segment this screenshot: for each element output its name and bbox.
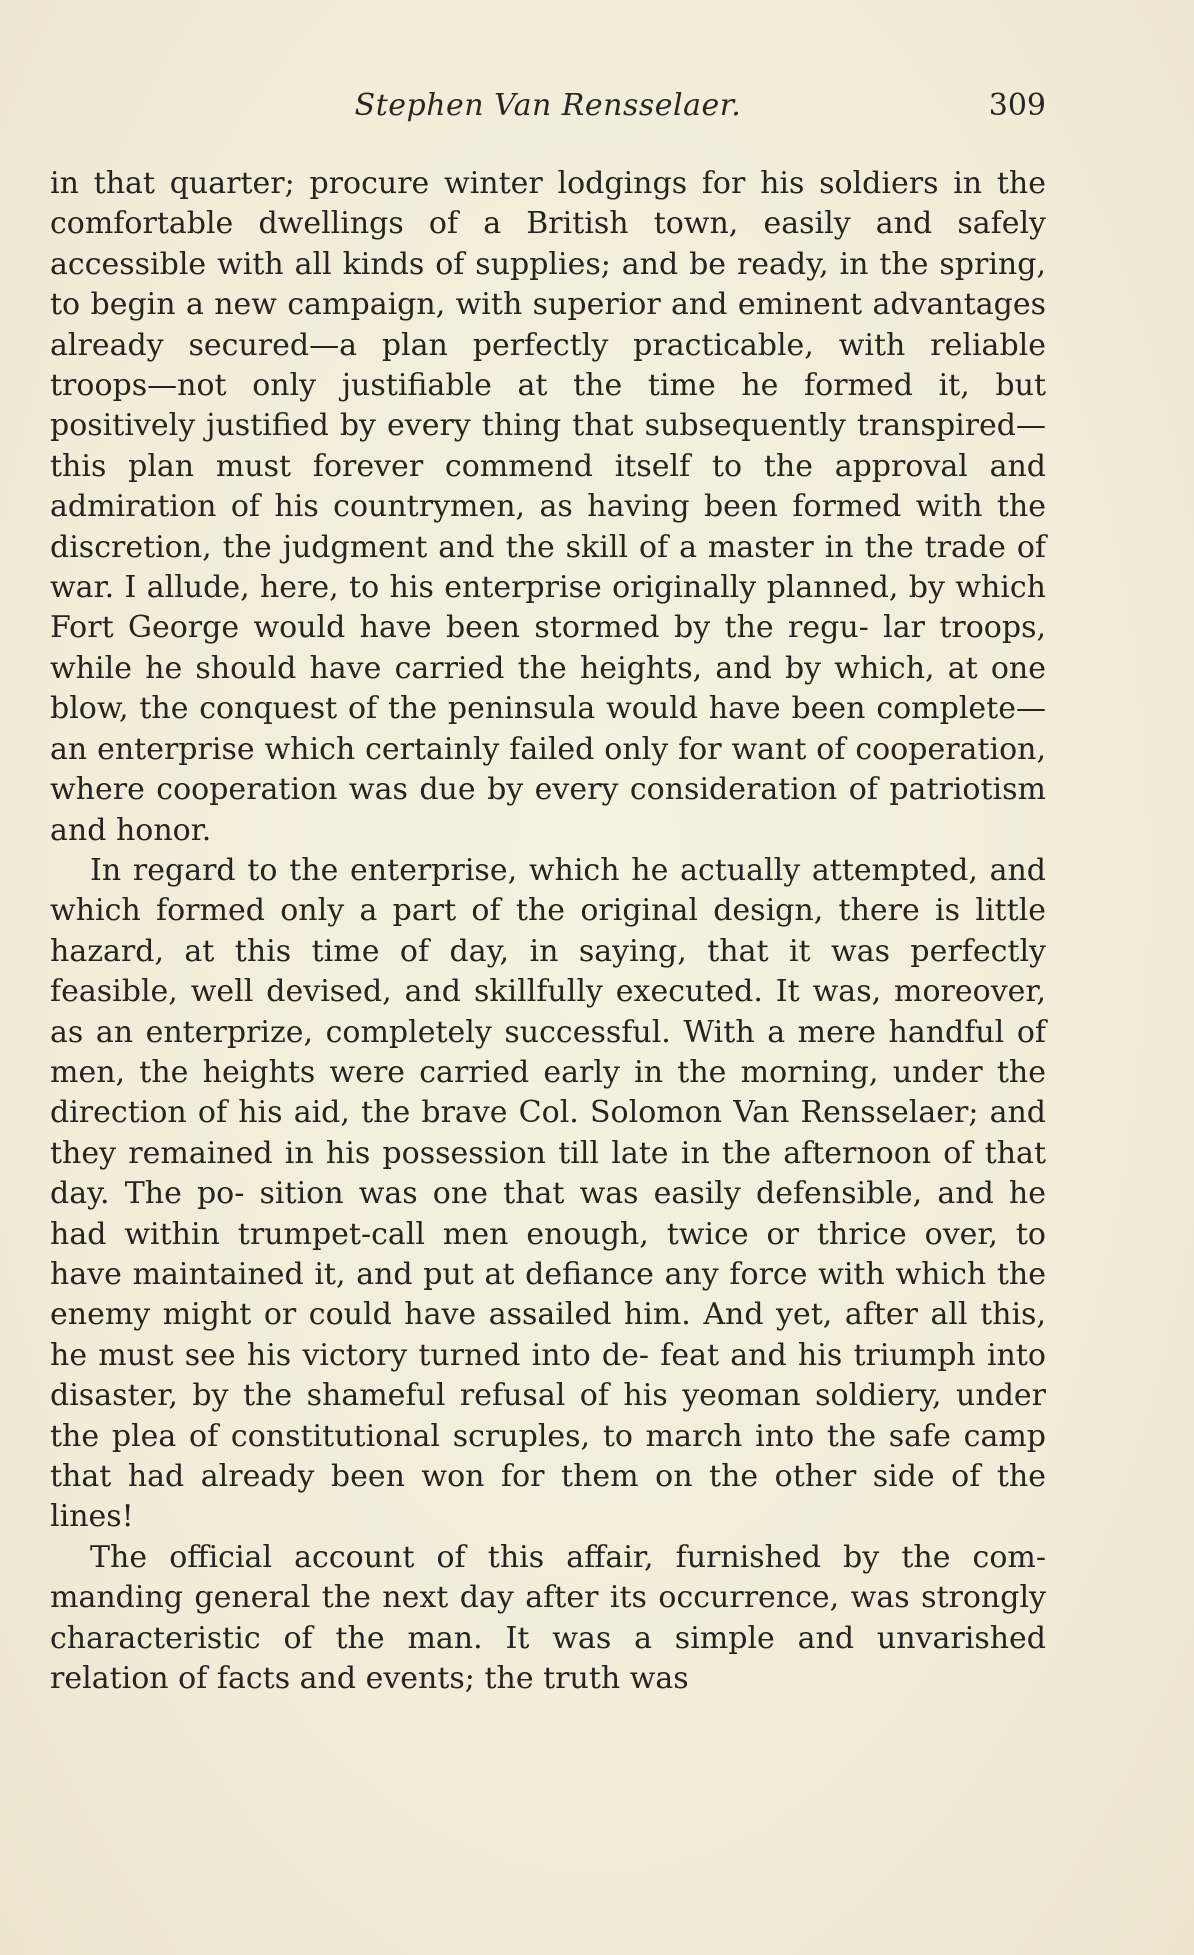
paragraph-continued: in that quarter; procure winter lodgings for his soldiers in the comfortable dwellings of a British town, easily and safely accessible with all kinds of supplies; and be ready, in the spring, to begin a new campaign, with superior and eminent advantages already secured—a plan perfectly practicable, with reliable troops—not only justifiable at the time he formed it, but positively justified by every thing that subsequently transpired—this plan must forever commend itself to the approval and admiration of his countrymen, as having been formed with the discretion, the judgment and the skill of a master in the trade of war. I allude, here, to his enterprise originally planned, by which Fort George would have been stormed by the regu- lar troops, while he should have carried the heights, and by which, at one blow, the conquest of the peninsula would have been complete—an enterprise which certainly failed only for want of cooperation, where cooperation was due by every consideration of patriotism and honor.: [50, 166, 1046, 848]
running-title: Stephen Van Rensselaer.: [354, 88, 742, 123]
paragraph-official-account: The official account of this affair, furnished by the com- manding general the next day after its occurrence, was strongly characteristic of the man. It was a simple and unvarished relation of facts and events; the truth was: [50, 1539, 1046, 1697]
paragraph-enterprise: In regard to the enterprise, which he actually attempted, and which formed only a part of the original design, there is little hazard, at this time of day, in saying, that it was perfectly feasible, well devised, and skillfully executed. It was, moreover, as an enterprize, completely successful. With a mere handful of men, the heights were carried early in the morning, under the direction of his aid, the brave Col. Solomon Van Rensselaer; and they remained in his possession till late in the afternoon of that day. The po- sition was one that was easily defensible, and he had within trumpet-call men enough, twice or thrice over, to have maintained it, and put at defiance any force with which the enemy might or could have assailed him. And yet, after all this, he must see his victory turned into de- feat and his triumph into disaster, by the shameful refusal of his yeoman soldiery, under the plea of constitutional scruples, to march into the safe camp that had already been won for them on the other side of the lines!: [50, 852, 1046, 1535]
body-text: [50, 164, 1046, 1699]
running-head: [50, 88, 1046, 136]
page-number: 309: [988, 88, 1046, 123]
